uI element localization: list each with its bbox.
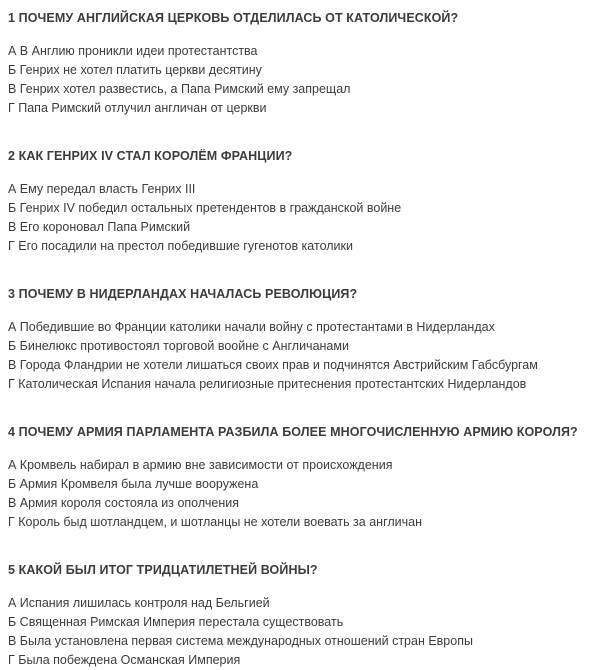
answer-option[interactable]: Г Его посадили на престол победившие гугенотов католики [8, 239, 353, 253]
answer-list [8, 456, 598, 532]
answer-list [8, 318, 598, 394]
question-title: 3 ПОЧЕМУ В НИДЕРЛАНДАХ НАЧАЛАСЬ РЕВОЛЮЦИЯ? [8, 287, 358, 301]
answer-option[interactable]: Г Папа Римский отлучил англичан от церкви [8, 101, 267, 115]
answer-option[interactable]: А В Англию проникли идеи протестантства [8, 44, 258, 58]
question-title: 4 ПОЧЕМУ АРМИЯ ПАРЛАМЕНТА РАЗБИЛА БОЛЕЕ МНОГОЧИСЛЕННУЮ АРМИЮ КОРОЛЯ? [8, 425, 578, 439]
question-title: 5 КАКОЙ БЫЛ ИТОГ ТРИДЦАТИЛЕТНЕЙ ВОЙНЫ? [8, 563, 318, 577]
answer-option[interactable]: А Ему передал власть Генрих III [8, 182, 196, 196]
answer-option[interactable]: Б Бинелюкс противостоял торговой воойне с Англичанами [8, 339, 349, 353]
answer-option[interactable]: В Города Фландрии не хотели лишаться своих прав и подчинятся Австрийским Габсбургам [8, 358, 538, 372]
answer-option[interactable]: А Победившие во Франции католики начали войну с протестантами в Нидерландах [8, 320, 495, 334]
question-block [8, 286, 598, 394]
question-block [8, 562, 598, 670]
answer-option[interactable]: Б Генрих IV победил остальных претендентов в гражданской войне [8, 201, 402, 215]
answer-option[interactable]: Г Король быд шотландцем, и шотланцы не хотели воевать за англичан [8, 515, 422, 529]
answer-option[interactable]: В Генрих хотел развестись, а Папа Римский ему запрещал [8, 82, 351, 96]
answer-option[interactable]: Б Генрих не хотел платить церкви десятину [8, 63, 262, 77]
answer-option[interactable]: А Испания лишилась контроля над Бельгией [8, 596, 270, 610]
answer-option[interactable]: А Кромвель набирал в армию вне зависимости от происхождения [8, 458, 393, 472]
answer-option[interactable]: Б Армия Кромвеля была лучше вооружена [8, 477, 259, 491]
answer-option[interactable]: Г Католическая Испания начала религиозные притеснения протестантских Нидерландов [8, 377, 527, 391]
question-title: 1 ПОЧЕМУ АНГЛИЙСКАЯ ЦЕРКОВЬ ОТДЕЛИЛАСЬ ОТ КАТОЛИЧЕСКОЙ? [8, 11, 459, 25]
question-block [8, 148, 598, 256]
answer-option[interactable]: В Его короновал Папа Римский [8, 220, 191, 234]
answer-option[interactable]: Б Священная Римская Империя перестала существовать [8, 615, 344, 629]
answer-option[interactable]: В Была установлена первая система международных отношений стран Европы [8, 634, 473, 648]
answer-list [8, 594, 598, 670]
question-title: 2 КАК ГЕНРИХ IV СТАЛ КОРОЛЁМ ФРАНЦИИ? [8, 149, 293, 163]
answer-list [8, 42, 598, 118]
question-block [8, 424, 598, 532]
question-block [8, 10, 598, 118]
answer-option[interactable]: В Армия короля состояла из ополчения [8, 496, 239, 510]
answer-list [8, 180, 598, 256]
answer-option[interactable]: Г Была побеждена Османская Империя [8, 653, 241, 667]
